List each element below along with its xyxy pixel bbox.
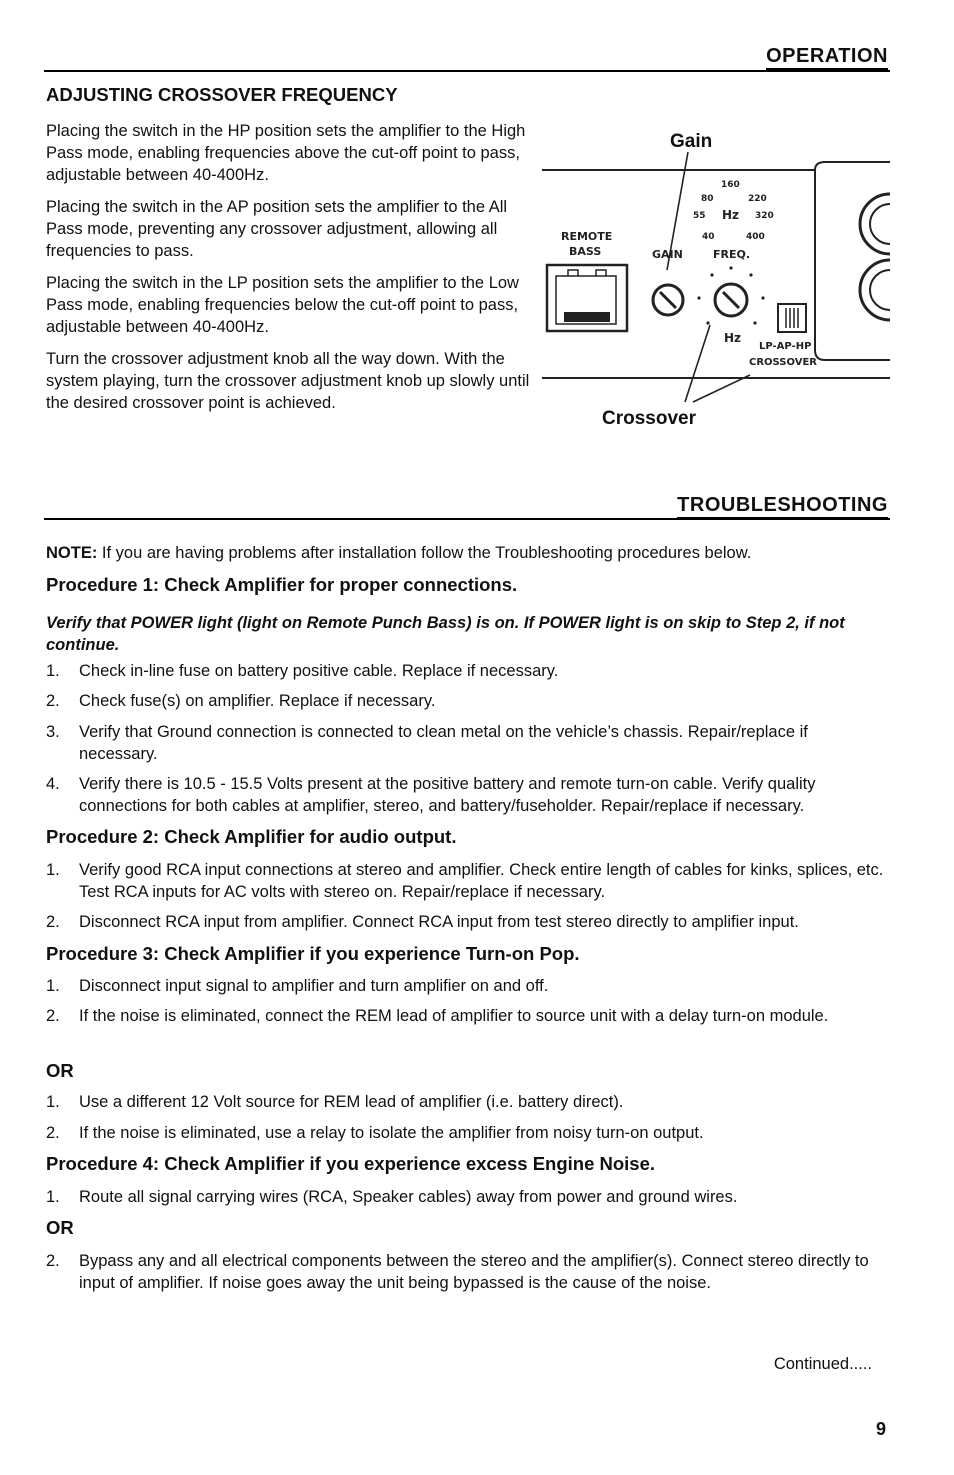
list-number: 1. xyxy=(46,977,60,995)
list-text: Disconnect input signal to amplifier and turn amplifier on and off. xyxy=(79,977,549,995)
note-line xyxy=(46,542,896,564)
list-number: 1. xyxy=(46,1188,60,1206)
amplifier-panel-diagram xyxy=(530,120,890,440)
list-text: If the noise is eliminated, use a relay to isolate the amplifier from noisy turn-on output. xyxy=(79,1124,704,1142)
list-number: 2. xyxy=(46,1124,60,1142)
list-text: Check in-line fuse on battery positive cable. Replace if necessary. xyxy=(79,662,559,680)
list-item xyxy=(46,690,886,712)
remote-label: REMOTE xyxy=(561,230,613,243)
crossover-switch-icon[interactable] xyxy=(778,304,806,332)
list-item xyxy=(46,1091,886,1113)
continued-note: Continued..... xyxy=(773,1355,872,1373)
scale-400: 400 xyxy=(746,232,765,242)
list-text: Use a different 12 Volt source for REM lead of amplifier (i.e. battery direct). xyxy=(79,1093,624,1111)
scale-80: 80 xyxy=(701,194,714,204)
lp-ap-hp-label: LP-AP-HP xyxy=(759,341,812,352)
crossover-paragraph-adjust: Turn the crossover adjustment knob all the way down. With the system playing, turn the crossover adjustment knob up slowly until the desired crossover point is achieved. xyxy=(46,350,530,412)
troubleshooting-title-text: TROUBLESHOOTING xyxy=(677,494,888,516)
hz-scale-label: Hz xyxy=(722,208,740,222)
scale-40: 40 xyxy=(702,232,715,242)
page-number: 9 xyxy=(875,1419,886,1439)
crossover-paragraph-ap: Placing the switch in the AP position sets the amplifier to the All Pass mode, preventing any crossover adjustment, allowing all frequencies to pass. xyxy=(46,198,508,260)
section-title-operation xyxy=(766,44,888,70)
list-number: 2. xyxy=(46,1252,60,1270)
hz-knob-label: Hz xyxy=(724,331,742,345)
crossover-paragraph-lp: Placing the switch in the LP position sets the amplifier to the Low Pass mode, enabling frequencies below the cut-off point to pass, adjustable between 40-400Hz. xyxy=(46,274,519,336)
gain-label: GAIN xyxy=(652,248,683,261)
scale-55: 55 xyxy=(693,211,706,221)
list-item xyxy=(46,975,886,997)
operation-rule xyxy=(44,70,890,72)
procedure-4-title: Procedure 4: Check Amplifier if you experience excess Engine Noise. xyxy=(46,1153,656,1174)
list-item xyxy=(46,859,886,903)
list-text: If the noise is eliminated, connect the REM lead of amplifier to source unit with a delay turn-on module. xyxy=(79,1007,829,1025)
rca-jack-top-inner xyxy=(870,204,890,244)
list-text: Verify there is 10.5 - 15.5 Volts present at the positive battery and remote turn-on cable. Verify quality connections for both cables at amplifier, stereo, and battery/fuseholder. Repair/replace if necessary. xyxy=(79,775,816,815)
operation-title-text: OPERATION xyxy=(766,45,888,67)
list-item xyxy=(46,1250,886,1294)
scale-160: 160 xyxy=(721,180,740,190)
scale-320: 320 xyxy=(755,211,774,221)
procedure-1-title: Procedure 1: Check Amplifier for proper connections. xyxy=(46,574,518,595)
list-item xyxy=(46,660,886,682)
crossover-heading: ADJUSTING CROSSOVER FREQUENCY xyxy=(46,84,398,105)
list-item xyxy=(46,911,886,933)
list-text: Bypass any and all electrical components between the stereo and the amplifier(s). Connect stereo directly to input of amplifier. If noise goes away the unit being bypassed is the cause of the noise. xyxy=(79,1252,869,1292)
bass-label: BASS xyxy=(569,245,602,258)
rca-jack-bottom-inner xyxy=(870,270,890,310)
list-item xyxy=(46,773,886,817)
crossover-callout: Crossover xyxy=(602,408,696,429)
list-number: 1. xyxy=(46,662,60,680)
list-number: 2. xyxy=(46,692,60,710)
list-item xyxy=(46,721,886,765)
crossover-text-block xyxy=(46,120,530,424)
crossover-paragraph-hp: Placing the switch in the HP position sets the amplifier to the High Pass mode, enabling frequencies above the cut-off point to pass, adjustable between 40-400Hz. xyxy=(46,122,526,184)
remote-port-pins xyxy=(564,312,610,322)
scale-220: 220 xyxy=(748,194,767,204)
list-text: Verify good RCA input connections at stereo and amplifier. Check entire length of cables for kinks, splices, etc. Test RCA inputs for AC volts with stereo on. Repair/replace if necessary. xyxy=(79,861,884,901)
list-number: 4. xyxy=(46,775,60,793)
crossover-callout-line-1 xyxy=(685,325,710,402)
procedure-3-or: OR xyxy=(46,1060,74,1081)
list-item xyxy=(46,1186,886,1208)
freq-label: FREQ. xyxy=(713,248,751,261)
list-number: 2. xyxy=(46,913,60,931)
list-item xyxy=(46,1005,886,1027)
rca-jack-top-icon xyxy=(860,194,890,254)
note-label: NOTE: xyxy=(46,544,98,562)
rca-jack-bottom-icon xyxy=(860,260,890,320)
list-item xyxy=(46,1122,886,1144)
list-number: 3. xyxy=(46,723,60,741)
troubleshooting-rule xyxy=(44,518,890,520)
list-text: Check fuse(s) on amplifier. Replace if necessary. xyxy=(79,692,436,710)
section-title-troubleshooting xyxy=(677,493,888,519)
note-text: If you are having problems after installation follow the Troubleshooting procedures below. xyxy=(97,544,752,562)
crossover-callout-line-2 xyxy=(693,375,750,402)
gain-callout: Gain xyxy=(670,131,713,152)
crossover-switch-label: CROSSOVER xyxy=(749,357,817,368)
procedure-4-or: OR xyxy=(46,1217,74,1238)
procedure-3-title: Procedure 3: Check Amplifier if you experience Turn-on Pop. xyxy=(46,943,580,964)
list-number: 1. xyxy=(46,1093,60,1111)
list-number: 2. xyxy=(46,1007,60,1025)
list-text: Verify that Ground connection is connected to clean metal on the vehicle’s chassis. Repair/replace if necessary. xyxy=(79,723,808,763)
list-text: Disconnect RCA input from amplifier. Connect RCA input from test stereo directly to amplifier input. xyxy=(79,913,799,931)
procedure-2-title: Procedure 2: Check Amplifier for audio output. xyxy=(46,826,457,847)
list-number: 1. xyxy=(46,861,60,879)
list-text: Route all signal carrying wires (RCA, Speaker cables) away from power and ground wires. xyxy=(79,1188,738,1206)
procedure-1-verify: Verify that POWER light (light on Remote Punch Bass) is on. If POWER light is on skip to Step 2, if not continue. xyxy=(46,614,845,654)
